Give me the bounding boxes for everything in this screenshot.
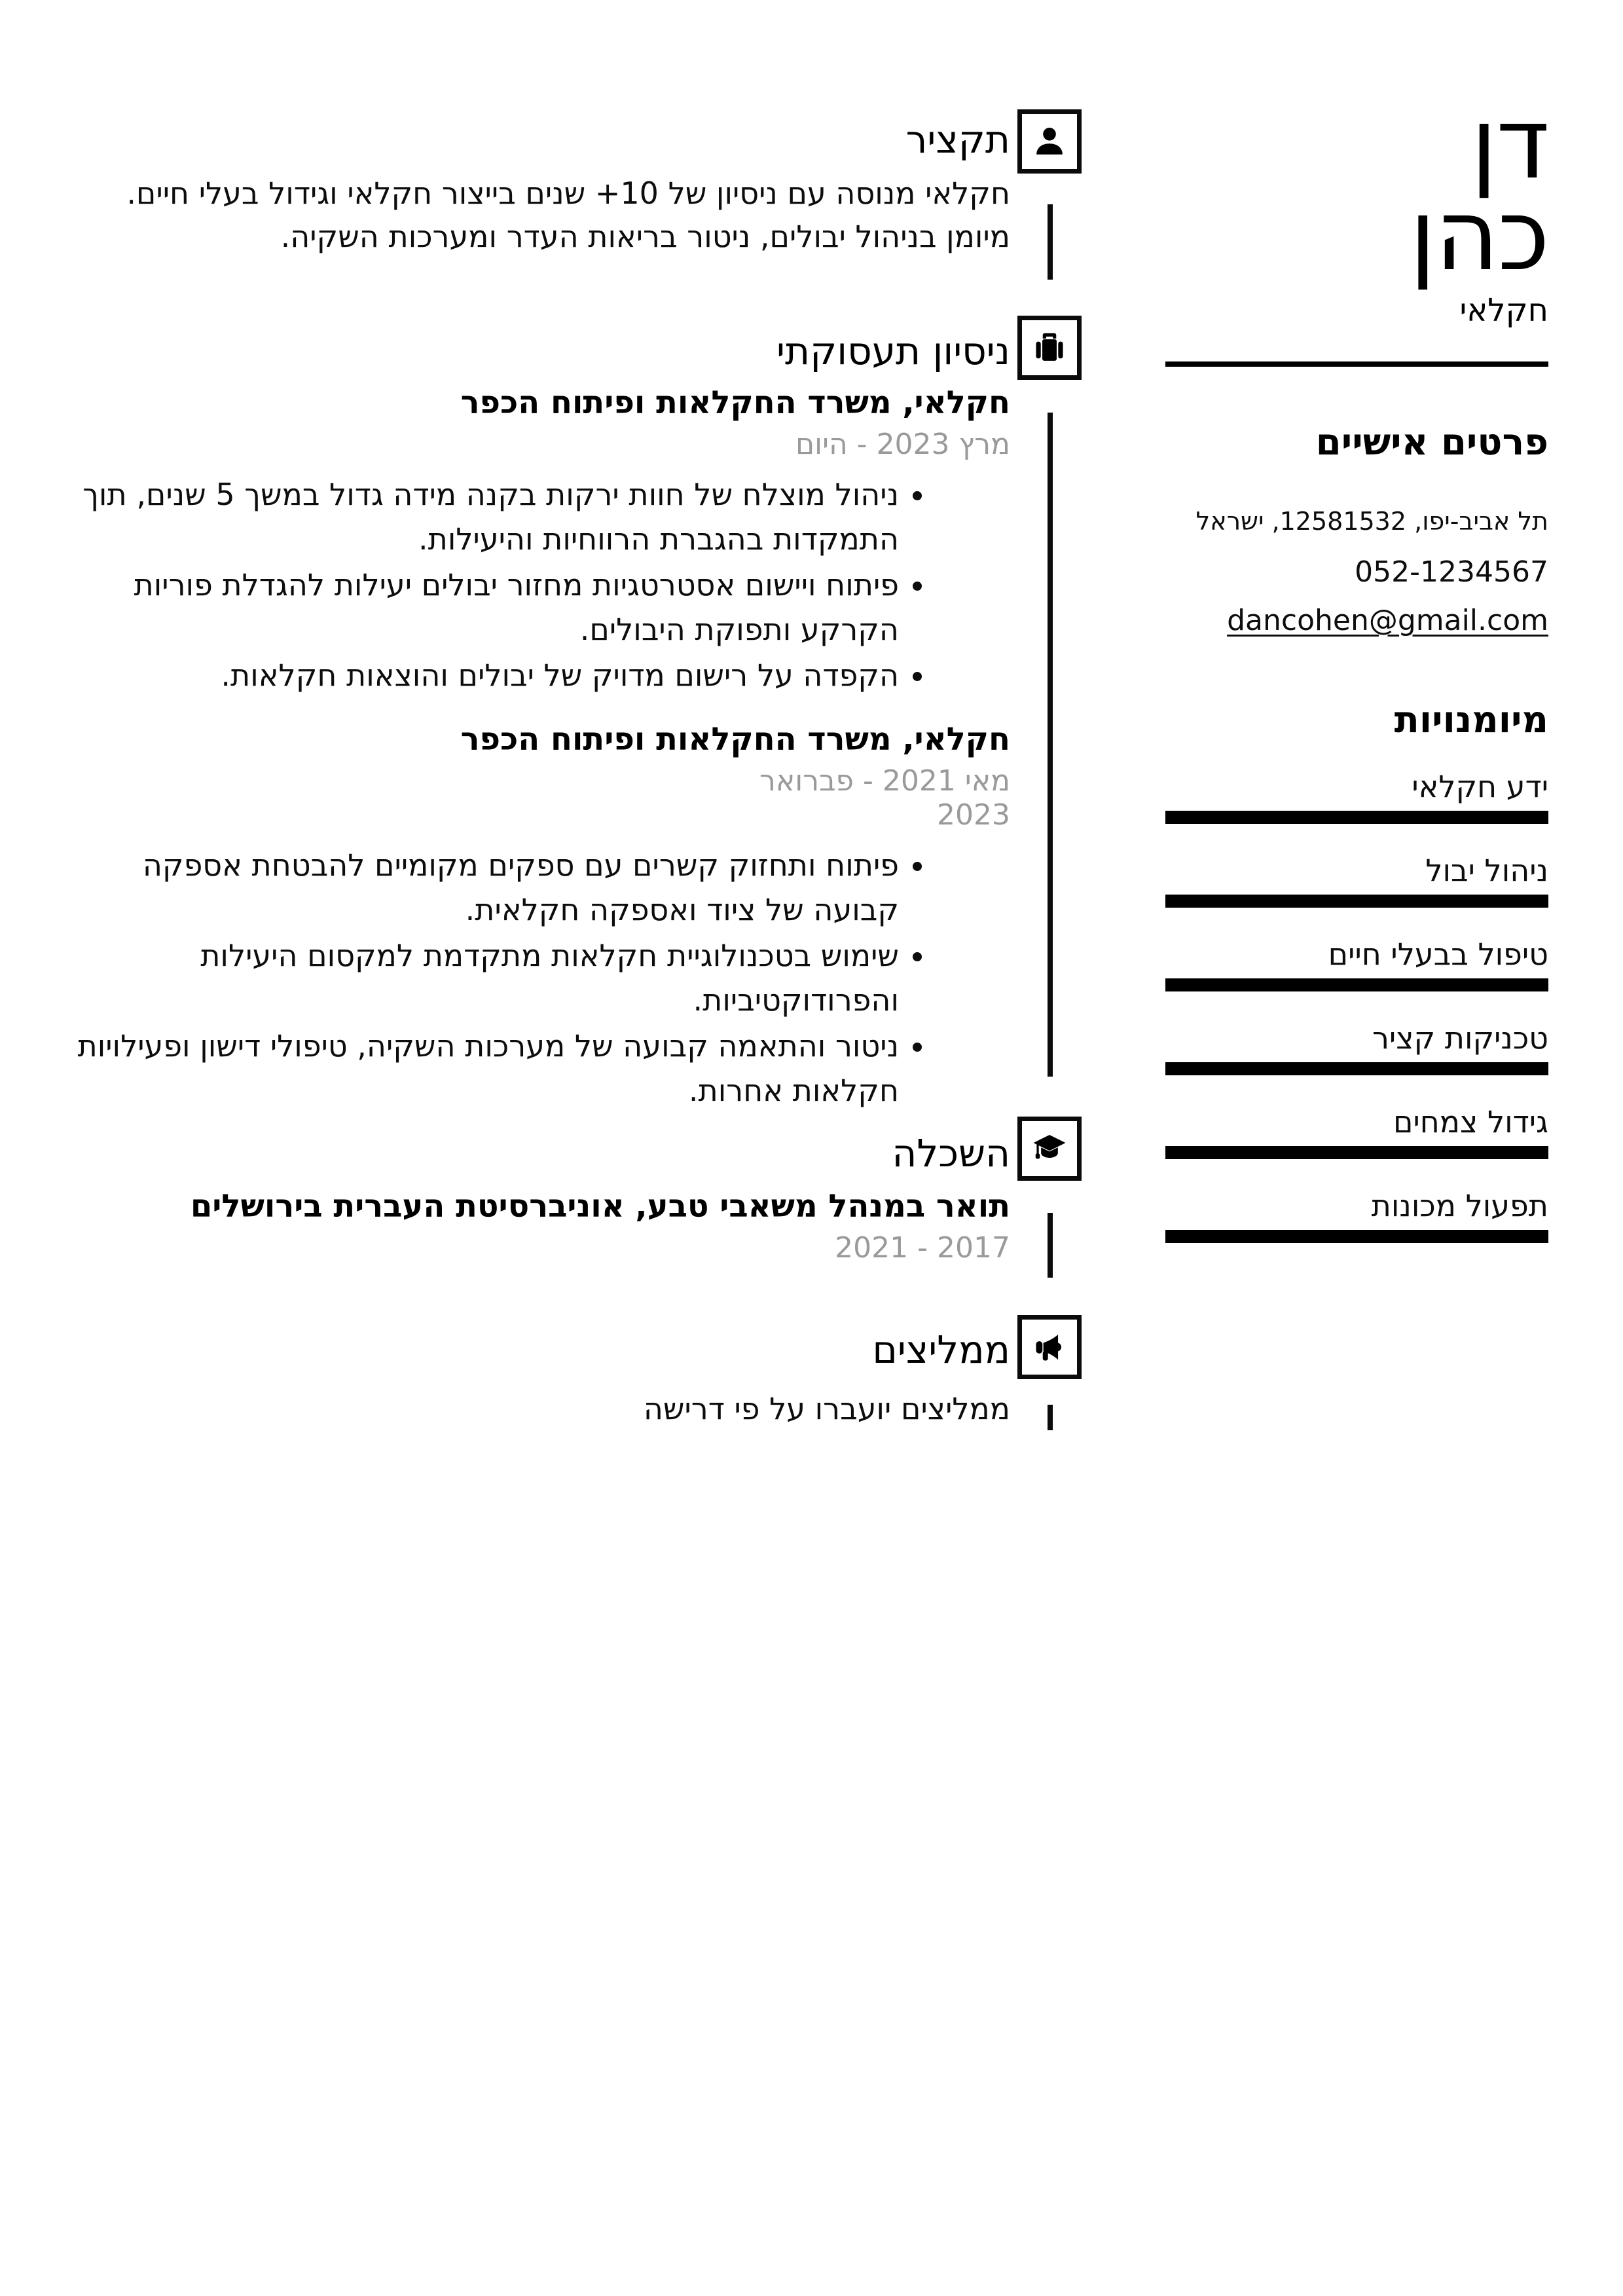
sidebar-divider <box>1165 361 1548 367</box>
skill-label: ידע חקלאי <box>1412 769 1548 804</box>
degree-title: תואר במנהל משאבי טבע, אוניברסיטת העברית בירושלים <box>190 1188 1010 1225</box>
skill-item <box>1165 769 1548 824</box>
education-entry <box>65 1187 1010 1265</box>
job-bullet: • פיתוח ותחזוק קשרים עם ספקים מקומיים להבטחת אספקה קבועה של ציוד ואספקה חקלאית. <box>65 843 899 932</box>
skill-bar <box>1165 1146 1548 1159</box>
job-dates: מרץ 2023 - היום <box>795 428 1010 461</box>
job-bullet: • שימוש בטכנולוגיית חקלאות מתקדמת למקסום היעילות והפרודוקטיביות. <box>65 933 899 1022</box>
sidebar <box>1165 87 1548 1272</box>
skill-label: גידול צמחים <box>1393 1104 1548 1139</box>
job-bullets <box>65 472 1010 697</box>
job-bullet: • פיתוח ויישום אסטרטגיות מחזור יבולים יעילות להגדלת פוריות הקרקע ותפוקת היבולים. <box>65 563 899 652</box>
education-heading: השכלה <box>892 1131 1010 1176</box>
briefcase-icon <box>1017 316 1082 380</box>
skill-label: תפעול מכונות <box>1371 1188 1548 1223</box>
skill-item <box>1165 936 1548 991</box>
references-text: ממליצים יועברו על פי דרישה <box>643 1391 1010 1426</box>
profile-icon <box>1017 109 1082 174</box>
summary-text: חקלאי מנוסה עם ניסיון של 10+ שנים בייצור חקלאי וגידול בעלי חיים. מיומן בניהול יבולים, ניטור בריאות העדר ומערכות השקיה. <box>126 176 1010 254</box>
skill-bar <box>1165 1230 1548 1243</box>
section-experience <box>65 328 1010 1114</box>
skill-item <box>1165 1020 1548 1075</box>
skills-list <box>1165 769 1548 1243</box>
timeline-line <box>1048 204 1053 280</box>
skill-bar <box>1165 811 1548 824</box>
skill-label: טיפול בבעלי חיים <box>1328 936 1548 972</box>
address: תל אביב-יפו, 12581532, ישראל <box>1195 507 1548 536</box>
graduation-cap-icon <box>1017 1117 1082 1181</box>
job-bullet: • ניהול מוצלח של חוות ירקות בקנה מידה גדול במשך 5 שנים, תוך התמקדות בהגברת הרווחיות והיעילות. <box>65 472 899 561</box>
skill-item <box>1165 853 1548 908</box>
job-bullet: • ניטור והתאמה קבועה של מערכות השקיה, טיפולי דישון ופעילויות חקלאות אחרות. <box>65 1024 899 1113</box>
skill-item <box>1165 1188 1548 1243</box>
job-bullet: • הקפדה על רישום מדויק של יבולים והוצאות חקלאות. <box>65 653 899 697</box>
timeline-line <box>1048 413 1053 1077</box>
skill-bar <box>1165 1062 1548 1075</box>
skill-bar <box>1165 978 1548 991</box>
section-summary <box>65 117 1010 258</box>
candidate-name <box>1165 87 1548 293</box>
summary-heading: תקציר <box>905 117 1010 162</box>
timeline-line <box>1048 1405 1053 1430</box>
section-references <box>65 1327 1010 1430</box>
phone-number: 052-1234567 <box>1355 555 1548 589</box>
skill-bar <box>1165 895 1548 908</box>
first-name: דן <box>1470 87 1548 201</box>
job-title: חקלאי, משרד החקלאות ופיתוח הכפר <box>460 721 1010 758</box>
last-name: כהן <box>1409 179 1548 293</box>
job-dates: מאי 2021 - פברואר 2023 <box>759 764 1010 832</box>
candidate-job-title: חקלאי <box>1459 292 1548 329</box>
email <box>1165 604 1548 638</box>
references-heading: ממליצים <box>872 1327 1010 1372</box>
skill-item <box>1165 1104 1548 1159</box>
job-entry <box>65 383 1010 697</box>
job-bullets <box>65 843 1010 1113</box>
timeline-line <box>1048 1213 1053 1278</box>
job-title: חקלאי, משרד החקלאות ופיתוח הכפר <box>460 384 1010 421</box>
personal-details-heading: פרטים אישיים <box>1315 421 1548 464</box>
section-education <box>65 1130 1010 1265</box>
skill-label: טכניקות קציר <box>1372 1020 1548 1056</box>
education-dates: 2017 - 2021 <box>835 1231 1010 1265</box>
skills-heading: מיומנויות <box>1394 699 1548 741</box>
skill-label: ניהול יבול <box>1425 853 1548 888</box>
job-entry <box>65 720 1010 1113</box>
email-link[interactable]: dancohen@gmail.com <box>1227 604 1548 637</box>
megaphone-icon <box>1017 1315 1082 1379</box>
experience-heading: ניסיון תעסוקתי <box>776 329 1010 373</box>
